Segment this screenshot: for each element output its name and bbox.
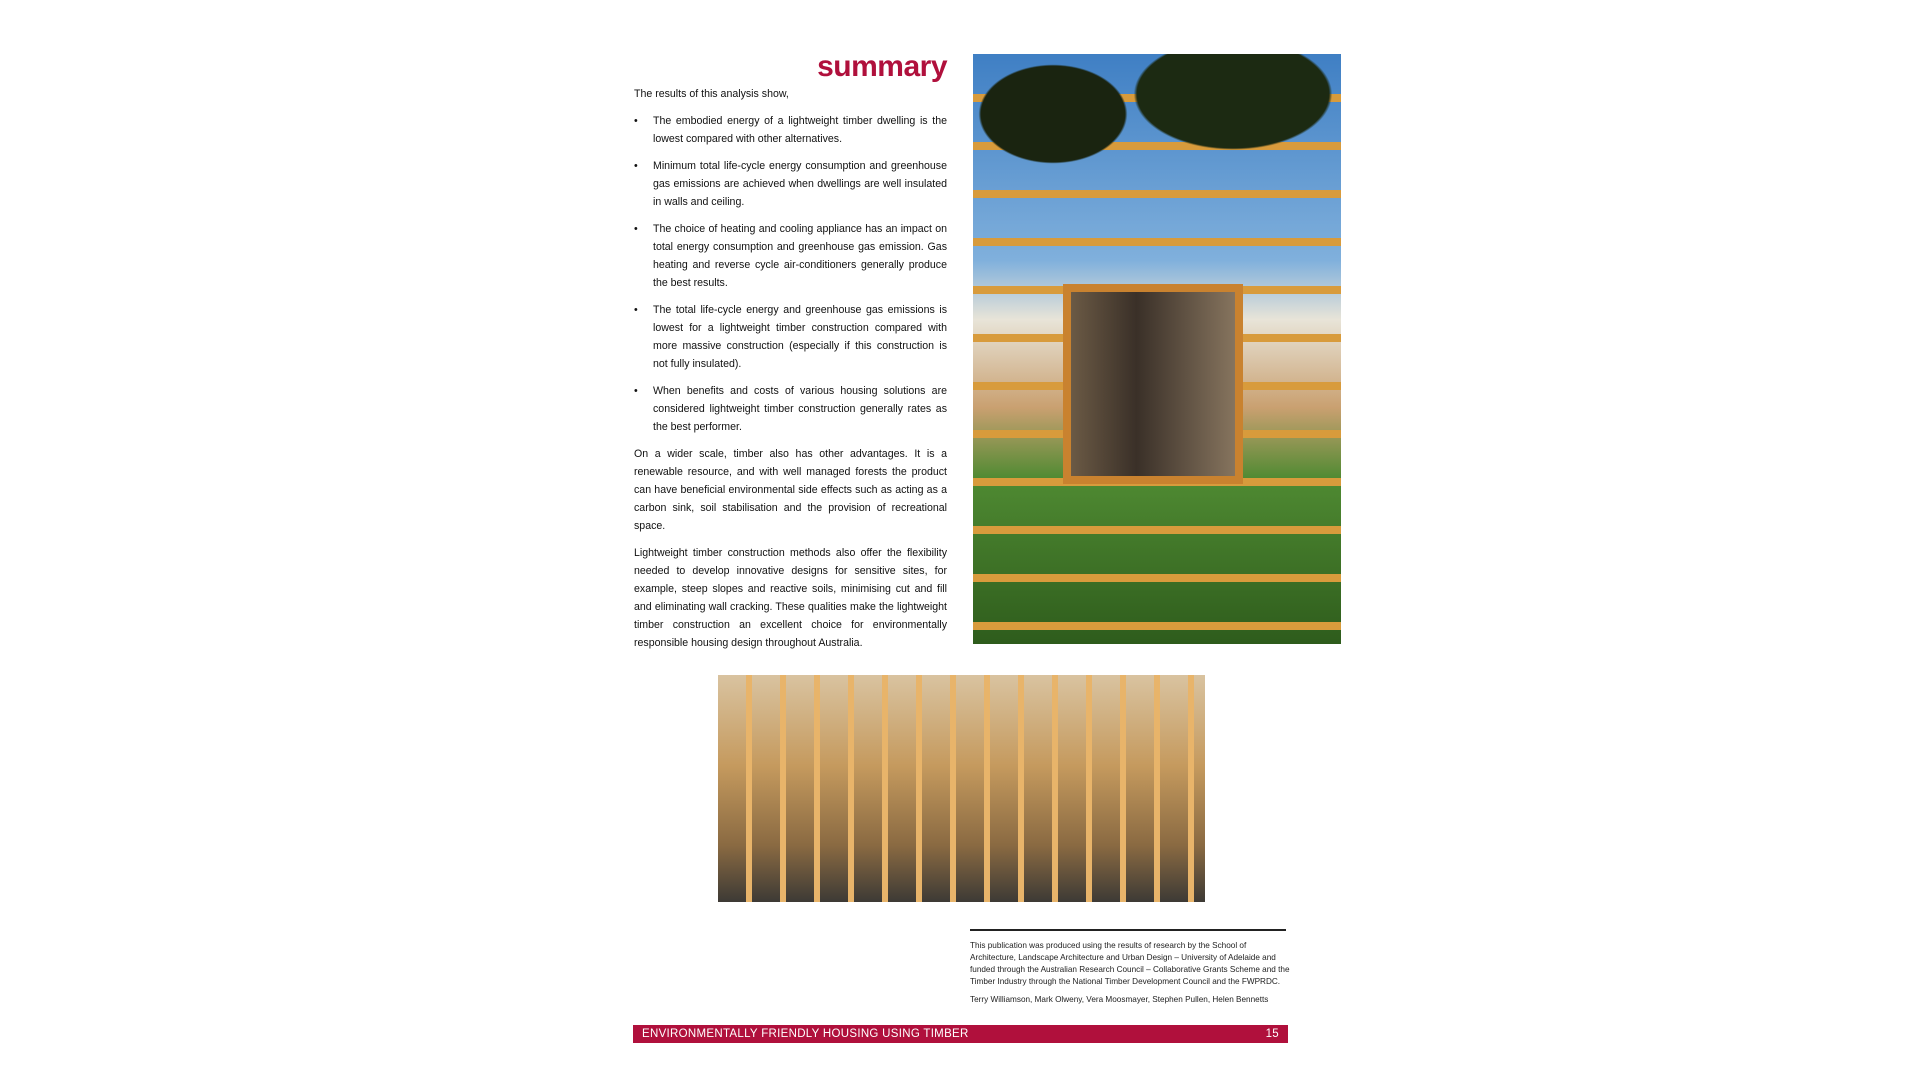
credits-authors: Terry Williamson, Mark Olweny, Vera Moosmayer, Stephen Pullen, Helen Bennetts: [970, 995, 1269, 1004]
bullet: •: [634, 385, 638, 397]
paragraph: On a wider scale, timber also has other advantages. It is a renewable resource, and with well managed forests the product can have beneficial environmental side effects such as acting as a carbon sink, soil stabilisation and the provision of recreational space.: [634, 448, 947, 532]
bullet: •: [634, 223, 638, 235]
bullet: •: [634, 115, 638, 127]
divider: [970, 929, 1286, 931]
paragraph: Lightweight timber construction methods also offer the flexibility needed to develop innovative designs for sensitive sites, for example, steep slopes and reactive soils, minimising cut and fill and eliminating wall cracking. These qualities make the lightweight timber construction an excellent choice for environmentally responsible housing design throughout Australia.: [634, 547, 947, 649]
list-item: • The total life-cycle energy and greenhouse gas emissions is lowest for a lightweight timber construction compared with more massive construction (especially if this construction is not fully insulated).: [634, 301, 947, 373]
credits: [970, 940, 1290, 1012]
list-item: • Minimum total life-cycle energy consumption and greenhouse gas emissions are achieved when dwellings are well insulated in walls and ceiling.: [634, 157, 947, 211]
footer-bar: [633, 1025, 1288, 1043]
timber-pergola-house-photo: [973, 54, 1341, 644]
page-number: 15: [1265, 1028, 1279, 1040]
list-item: • The embodied energy of a lightweight timber dwelling is the lowest compared with other alternatives.: [634, 112, 947, 148]
intro-text: The results of this analysis show,: [634, 88, 789, 100]
summary-text: [634, 85, 947, 661]
bullet: •: [634, 304, 638, 316]
timber-frame-construction-photo: [718, 675, 1205, 902]
page-title: summary: [817, 50, 947, 83]
bullet: •: [634, 160, 638, 172]
list-item: • When benefits and costs of various housing solutions are considered lightweight timber construction generally rates as the best performer.: [634, 382, 947, 436]
footer-title: ENVIRONMENTALLY FRIENDLY HOUSING USING TIMBER: [642, 1028, 969, 1040]
credits-note: This publication was produced using the results of research by the School of Architecture, Landscape Architecture and Urban Design – University of Adelaide and funded through the Australian Research Council – Collaborative Grants Scheme and the Timber Industry through the National Timber Development Council and the FWPRDC.: [970, 941, 1290, 986]
findings-list: [634, 112, 947, 436]
glazed-entry: [1063, 284, 1243, 484]
list-item: • The choice of heating and cooling appliance has an impact on total energy consumption and greenhouse gas emission. Gas heating and reverse cycle air-conditioners generally produce the best results.: [634, 220, 947, 292]
